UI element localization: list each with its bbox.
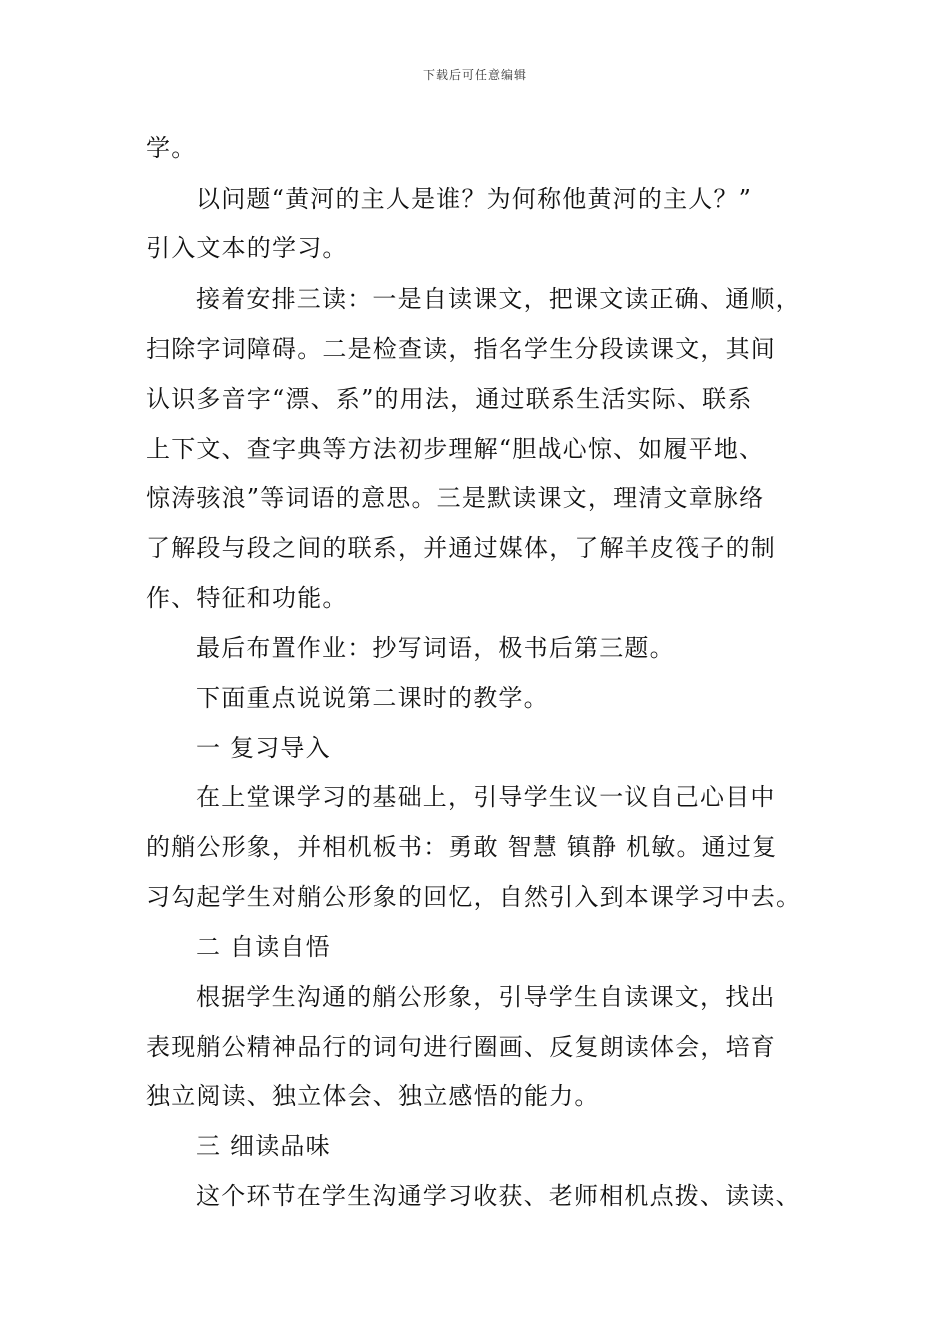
text-line: 的艄公形象，并相机板书：勇敢 智慧 镇静 机敏。通过复 <box>146 833 778 861</box>
text-line: 这个环节在学生沟通学习收获、老师相机点拨、读读、 <box>196 1182 801 1210</box>
text-line: 最后布置作业：抄写词语，极书后第三题。 <box>196 634 675 662</box>
text-line: 惊涛骇浪”等词语的意思。三是默读课文，理清文章脉络 <box>146 484 765 512</box>
text-line: 以问题“黄河的主人是谁？为何称他黄河的主人？” <box>196 185 753 213</box>
text-line: 引入文本的学习。 <box>146 234 348 262</box>
section-heading: 一 复习导入 <box>196 734 331 762</box>
text-line: 了解段与段之间的联系，并通过媒体，了解羊皮筏子的制 <box>146 534 776 562</box>
text-line: 学。 <box>146 134 197 162</box>
section-heading: 三 细读品味 <box>196 1132 331 1160</box>
text-line: 根据学生沟通的艄公形象，引导学生自读课文，找出 <box>196 983 776 1011</box>
text-line: 认识多音字“漂、系”的用法，通过联系生活实际、联系 <box>146 385 753 413</box>
text-line: 下面重点说说第二课时的教学。 <box>196 684 549 712</box>
text-line: 作、特征和功能。 <box>146 584 348 612</box>
text-line: 上下文、查字典等方法初步理解“胆战心惊、如履平地、 <box>146 435 765 463</box>
text-line: 习勾起学生对艄公形象的回忆，自然引入到本课学习中去。 <box>146 883 802 911</box>
section-heading: 二 自读自悟 <box>196 933 331 961</box>
text-line: 在上堂课学习的基础上，引导学生议一议自己心目中 <box>196 783 776 811</box>
page-header: 下载后可任意编辑 <box>422 68 527 82</box>
text-line: 表现艄公精神品行的词句进行圈画、反复朗读体会，培育 <box>146 1033 776 1061</box>
text-line: 扫除字词障碍。二是检查读，指名学生分段读课文，其间 <box>146 335 776 363</box>
text-line: 接着安排三读：一是自读课文，把课文读正确、通顺， <box>196 285 801 313</box>
text-line: 独立阅读、独立体会、独立感悟的能力。 <box>146 1082 600 1110</box>
